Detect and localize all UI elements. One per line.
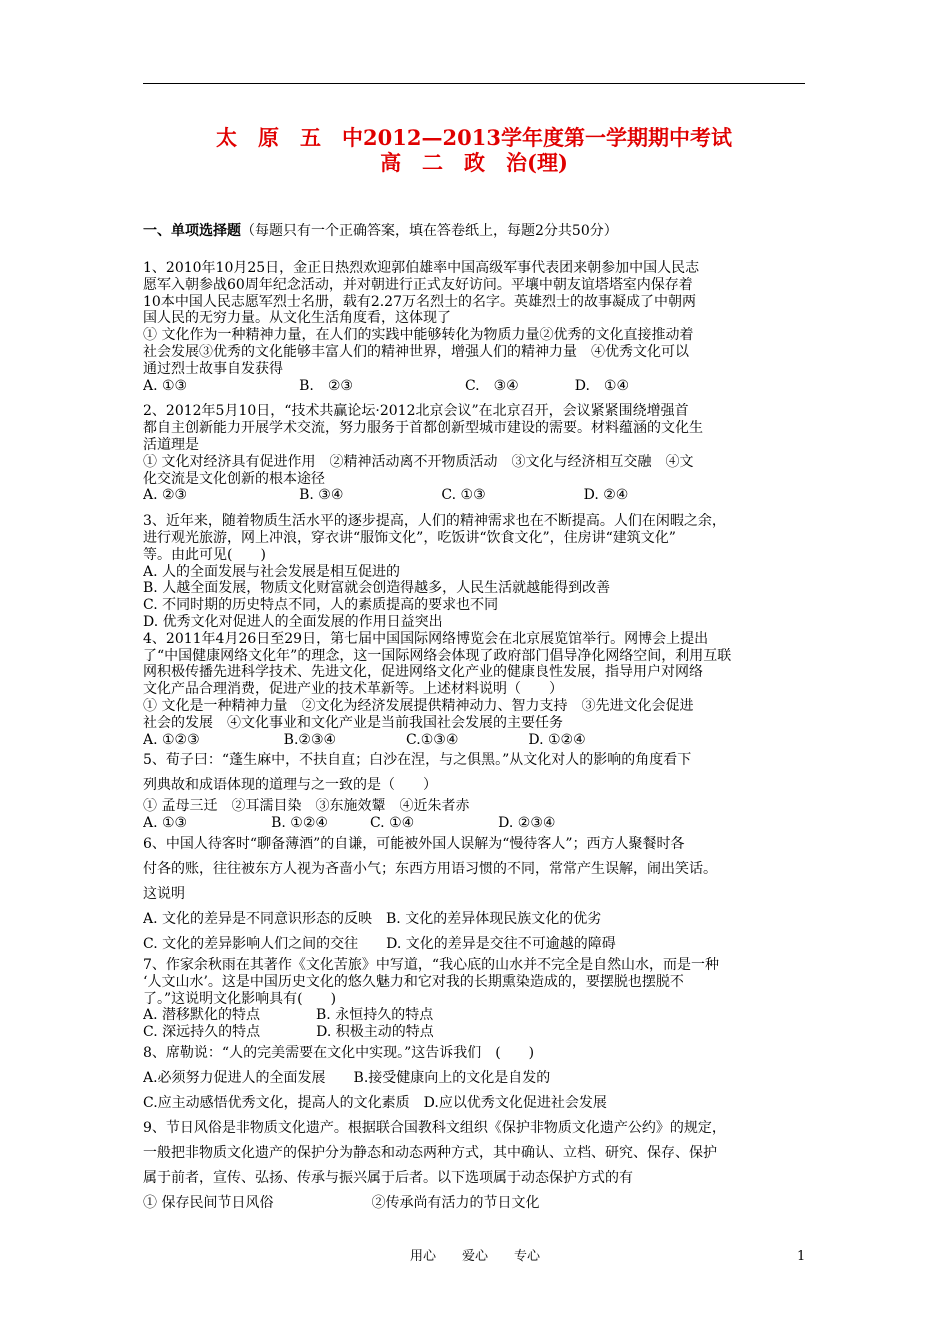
text-line: 进行观光旅游，网上冲浪，穿衣讲“服饰文化”，吃饭讲“饮食文化”，住房讲“建筑文化” [143,529,676,546]
text-line: 了“中国健康网络文化年”的理念，这一国际网络会体现了政府部门倡导净化网络空间，利用互联 [143,647,732,664]
text-line: ① 文化是一种精神力量 ②文化为经济发展提供精神动力、智力支持 ③先进文化会促进 [143,697,694,714]
text-line: 化交流是文化创新的根本途径 [143,470,325,487]
text-line: C. 深远持久的特点 D. 积极主动的特点 [143,1024,434,1041]
text-line: 国人民的无穷力量。从文化生活角度看，这体现了 [143,310,451,327]
text-line: 3、近年来，随着物质生活水平的逐步提高，人们的精神需求也在不断提高。人们在闲暇之余， [143,513,726,530]
text-line: 2、2012年5月10日，“技术共赢论坛·2012北京会议”在北京召开，会议紧紧围绕增强首 [143,403,689,420]
text-line: 8、席勒说：“人的完美需要在文化中实现。”这告诉我们 ( ) [143,1044,535,1061]
question-body [143,260,813,1216]
text-line: 10本中国人民志愿军烈士名册，载有2.27万名烈士的名字。英雄烈士的故事凝成了中朝两 [143,293,696,310]
text-line: ‘人文山水’。这是中国历史文化的悠久魅力和它对我的长期熏染造成的，要摆脱也摆脱不 [143,973,684,990]
text-line: ① 文化对经济具有促进作用 ②精神活动离不开物质活动 ③文化与经济相互交融 ④文 [143,453,694,470]
text-line: 这说明 [143,885,185,902]
text-line: 一般把非物质文化遗产的保护分为静态和动态两种方式，其中确认、立档、研究、保存、保护 [143,1144,717,1161]
text-line: 了。”这说明文化影响具有( ) [143,990,337,1007]
text-line: A. ①③ B. ①②④ C. ①④ D. ②③④ [143,815,556,832]
text-line: 文化产品合理消费，促进产业的技术革新等。上述材料说明（ ） [143,681,563,698]
text-line: B. 人越全面发展，物质文化财富就会创造得越多，人民生活就越能得到改善 [143,580,611,597]
text-line: A. 文化的差异是不同意识形态的反映 B. 文化的差异体现民族文化的优劣 [143,910,602,927]
text-line: 6、中国人待客时“聊备薄酒”的自谦，可能被外国人误解为“慢待客人”；西方人聚餐时各 [143,835,685,852]
text-line: 愿军入朝参战60周年纪念活动，并对朝进行正式友好访问。平壤中朝友谊塔塔室内保存着 [143,276,693,293]
line-gap [143,394,813,403]
section-heading-label: 一、单项选择题 [143,223,241,239]
text-line: 社会发展③优秀的文化能够丰富人们的精神世界，增强人们的精神力量 ④优秀文化可以 [143,343,689,360]
footer-slogan: 用心 爱心 专心 [409,1249,540,1264]
text-line: 活道理是 [143,436,199,453]
section-heading [143,221,618,241]
text-line: A. 潜移默化的特点 B. 永恒持久的特点 [143,1007,434,1024]
text-line: 都自主创新能力开展学术交流，努力服务于首都创新型城市建设的需要。材料蕴涵的文化生 [143,420,703,437]
text-line: C. 不同时期的历史特点不同，人的素质提高的要求也不同 [143,597,499,614]
text-line: ① 孟母三迁 ②耳濡目染 ③东施效颦 ④近朱者赤 [143,798,470,815]
text-line: 4、2011年4月26日至29日，第七届中国国际网络博览会在北京展览馆举行。网博会上提出 [143,630,709,647]
text-line: C. 文化的差异影响人们之间的交往 D. 文化的差异是交往不可逾越的障碍 [143,935,616,952]
text-line: 9、节日风俗是非物质文化遗产。根据联合国教科文组织《保护非物质文化遗产公约》的规定， [143,1119,726,1136]
text-line: A.必须努力促进人的全面发展 B.接受健康向上的文化是自发的 [143,1069,551,1086]
text-line: D. 优秀文化对促进人的全面发展的作用日益突出 [143,613,443,630]
page-number: 1 [797,1249,806,1264]
text-line: A. ②③ B. ③④ C. ①③ D. ②④ [143,487,629,504]
text-line: C.应主动感悟优秀文化，提高人的文化素质 D.应以优秀文化促进社会发展 [143,1094,607,1111]
text-line: ① 保存民间节日风俗 ②传承尚有活力的节日文化 [143,1194,540,1211]
line-gap [143,504,813,513]
text-line: 7、作家余秋雨在其著作《文化苦旅》中写道，“我心底的山水并不完全是自然山水，而是一种 [143,956,720,973]
text-line: 付各的账，往往被东方人视为吝啬小气；东西方用语习惯的不同，常常产生误解，闹出笑话。 [143,860,717,877]
text-line: A. 人的全面发展与社会发展是相互促进的 [143,563,401,580]
exam-title: 太 原 五 中2012—2013学年度第一学期期中考试 [216,125,732,150]
top-rule [143,83,805,84]
exam-subtitle: 高 二 政 治(理) [380,150,568,175]
text-line: 1、2010年10月25日，金正日热烈欢迎郭伯雄率中国高级军事代表团来朝参加中国人民志 [143,260,700,276]
text-line: 等。由此可见( ) [143,546,266,563]
text-line: ① 文化作为一种精神力量，在人们的实践中能够转化为物质力量②优秀的文化直接推动着 [143,327,694,344]
text-line: 属于前者，宣传、弘扬、传承与振兴属于后者。以下选项属于动态保护方式的有 [143,1169,633,1186]
text-line: 列典故和成语体现的道理与之一致的是（ ） [143,777,437,794]
text-line: 网积极传播先进科学技术、先进文化，促进网络文化产业的健康良性发展，指导用户对网络 [143,664,703,681]
section-heading-note: （每题只有一个正确答案，填在答卷纸上，每题2分共50分） [241,223,618,239]
text-line: A. ①③ B. ②③ C. ③④ D. ①④ [143,377,629,394]
text-line: 社会的发展 ④文化事业和文化产业是当前我国社会发展的主要任务 [143,714,563,731]
text-line: A. ①②③ B.②③④ C.①③④ D. ①②④ [143,731,586,748]
text-line: 通过烈士故事自发获得 [143,360,283,377]
text-line: 5、荀子曰：“蓬生麻中，不扶自直；白沙在涅，与之俱黑。”从文化对人的影响的角度看下 [143,752,692,769]
